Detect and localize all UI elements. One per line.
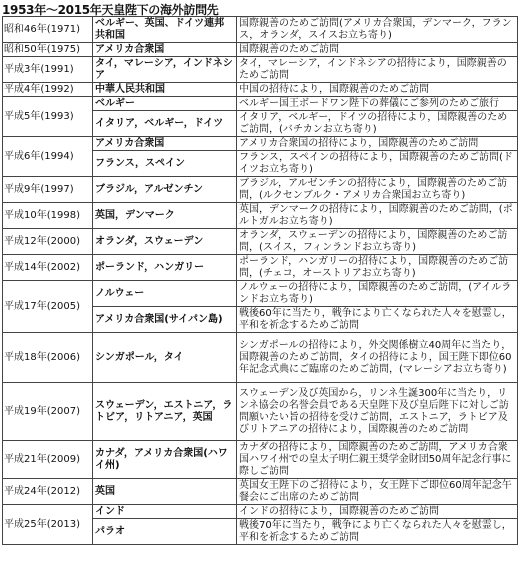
destination-cell: イタリア，ベルギー，ドイツ [93, 111, 237, 137]
era-cell: 平成3年(1991) [3, 57, 93, 83]
detail-cell: 国際親善のためご訪問(アメリカ合衆国，デンマーク，フランス，オランダ，スイスお立ち寄り) [237, 17, 518, 43]
era-cell: 平成5年(1993) [3, 97, 93, 137]
era-cell: 平成18年(2006) [3, 333, 93, 383]
era-cell: 平成12年(2000) [3, 229, 93, 255]
destination-cell: アメリカ合衆国 [93, 137, 237, 151]
detail-cell: カナダの招待により，国際親善のためご訪問，アメリカ合衆国ハワイ州での皇太子明仁親王奨学金財団50周年記念行事に際しご訪問 [237, 441, 518, 479]
detail-cell: ベルギー国王ボードワン陛下の葬儀にご参列のためご旅行 [237, 97, 518, 111]
destination-cell: アメリカ合衆国 [93, 43, 237, 57]
detail-cell: 英国女王陛下のご招待により，女王陛下ご即位60周年記念午餐会にご出席のためご訪問 [237, 479, 518, 505]
detail-cell: スウェーデン及び英国から，リンネ生誕300年に当たり，リンネ協会の名誉会員である天皇陛下及び皇后陛下に対しご訪問願いたい旨の招待を受けご訪問，エストニア，ラトビア及びリトアニアの招待により，国際親善のためご訪問 [237, 383, 518, 441]
destination-cell: オランダ，スウェーデン [93, 229, 237, 255]
destination-cell: フランス，スペイン [93, 151, 237, 177]
era-cell: 平成21年(2009) [3, 441, 93, 479]
destination-cell: ベルギー [93, 97, 237, 111]
era-cell: 昭和46年(1971) [3, 17, 93, 43]
detail-cell: タイ，マレーシア，インドネシアの招待により，国際親善のためご訪問 [237, 57, 518, 83]
table-row [3, 17, 518, 43]
destination-cell: 中華人民共和国 [93, 83, 237, 97]
detail-cell: インドの招待により，国際親善のためご訪問 [237, 505, 518, 519]
destination-cell: インド [93, 505, 237, 519]
destination-cell: 英国，デンマーク [93, 203, 237, 229]
table-row [3, 383, 518, 441]
detail-cell: 英国，デンマークの招待により，国際親善のためご訪問，(ポルトガルお立ち寄り) [237, 203, 518, 229]
destination-cell: アメリカ合衆国(サイパン島) [93, 307, 237, 333]
table-row [3, 57, 518, 83]
destination-cell: ポーランド，ハンガリー [93, 255, 237, 281]
detail-cell: フランス，スペインの招待により，国際親善のためご訪問(ドイツお立ち寄り) [237, 151, 518, 177]
table-row [3, 333, 518, 383]
detail-cell: オランダ，スウェーデンの招待により，国際親善のためご訪問，(スイス，フィンランドお立ち寄り) [237, 229, 518, 255]
detail-cell: イタリア，ベルギー，ドイツの招待により，国際親善のためご訪問，(バチカンお立ち寄り) [237, 111, 518, 137]
destination-cell: ブラジル，アルゼンチン [93, 177, 237, 203]
table-row [3, 43, 518, 57]
table-row [3, 441, 518, 479]
detail-cell: ブラジル，アルゼンチンの招待により，国際親善のためご訪問，(ルクセンブルク・アメリカ合衆国お立ち寄り) [237, 177, 518, 203]
era-cell: 平成19年(2007) [3, 383, 93, 441]
era-cell: 平成6年(1994) [3, 137, 93, 177]
table-row [3, 97, 518, 111]
destination-cell: カナダ，アメリカ合衆国(ハワイ州) [93, 441, 237, 479]
destination-cell: シンガポール，タイ [93, 333, 237, 383]
era-cell: 昭和50年(1975) [3, 43, 93, 57]
table-row [3, 255, 518, 281]
page-title: 1953年～2015年天皇陛下の海外訪問先 [2, 3, 219, 17]
table-row [3, 203, 518, 229]
detail-cell: 戦後70年に当たり，戦争により亡くなられた人々を慰霊し，平和を祈念するためご訪問 [237, 519, 518, 545]
era-cell: 平成4年(1992) [3, 83, 93, 97]
era-cell: 平成9年(1997) [3, 177, 93, 203]
era-cell: 平成10年(1998) [3, 203, 93, 229]
detail-cell: 中国の招待により，国際親善のためご訪問 [237, 83, 518, 97]
destination-cell: パラオ [93, 519, 237, 545]
visit-table [2, 16, 518, 545]
table-row [3, 505, 518, 519]
table-row [3, 83, 518, 97]
detail-cell: ポーランド，ハンガリーの招待により，国際親善のためご訪問，(チェコ，オーストリアお立ち寄り) [237, 255, 518, 281]
detail-cell: シンガポールの招待により，外交関係樹立40周年に当たり，国際親善のためご訪問，タイの招待により，国王陛下即位60年記念式典にご臨席のためご訪問，(マレーシアお立ち寄り) [237, 333, 518, 383]
destination-cell: タイ，マレーシア，インドネシア [93, 57, 237, 83]
table-row [3, 177, 518, 203]
destination-cell: 英国 [93, 479, 237, 505]
table-row [3, 281, 518, 307]
detail-cell: ノルウェーの招待により，国際親善のためご訪問，(アイルランドお立ち寄り) [237, 281, 518, 307]
detail-cell: 戦後60年に当たり，戦争により亡くなられた人々を慰霊し，平和を祈念するためご訪問 [237, 307, 518, 333]
table-row [3, 137, 518, 151]
detail-cell: 国際親善のためご訪問 [237, 43, 518, 57]
table-row [3, 229, 518, 255]
era-cell: 平成25年(2013) [3, 505, 93, 545]
detail-cell: アメリカ合衆国の招待により，国際親善のためご訪問 [237, 137, 518, 151]
destination-cell: ノルウェー [93, 281, 237, 307]
table-row [3, 479, 518, 505]
era-cell: 平成24年(2012) [3, 479, 93, 505]
era-cell: 平成17年(2005) [3, 281, 93, 333]
destination-cell: ベルギー、英国、ドイツ連邦共和国 [93, 17, 237, 43]
destination-cell: スウェーデン，エストニア，ラトビア，リトアニア，英国 [93, 383, 237, 441]
era-cell: 平成14年(2002) [3, 255, 93, 281]
